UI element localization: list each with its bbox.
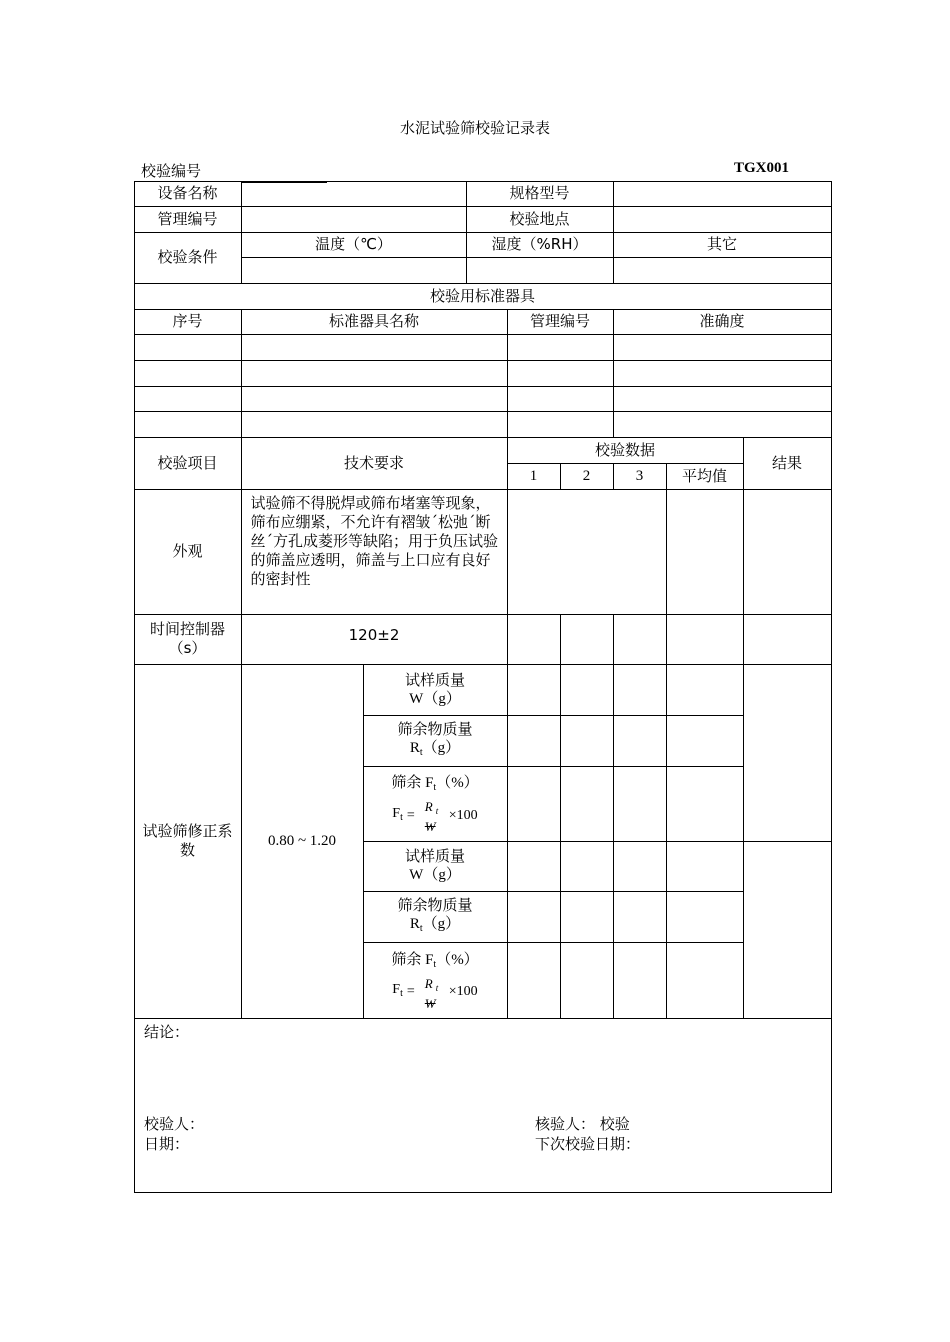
page-title: 水泥试验筛校验记录表 bbox=[399, 119, 550, 137]
standards-cell[interactable] bbox=[613, 360, 832, 387]
other-value[interactable] bbox=[613, 257, 832, 284]
correction-result-2[interactable] bbox=[743, 841, 832, 1019]
standards-col-name: 标准器具名称 bbox=[241, 309, 508, 335]
residue-pct-sub: t bbox=[433, 782, 437, 793]
date-label: 日期： bbox=[144, 1135, 190, 1153]
conclusion-label: 结论： bbox=[144, 1023, 190, 1041]
formula-den: W bbox=[424, 819, 436, 834]
data-cell[interactable] bbox=[613, 715, 667, 767]
data-cell[interactable] bbox=[507, 664, 561, 716]
device-name-label: 设备名称 bbox=[134, 181, 242, 207]
residue-mass-text: 筛余物质量 bbox=[397, 895, 473, 914]
data-cell[interactable] bbox=[507, 766, 561, 842]
data-cell[interactable] bbox=[613, 766, 667, 842]
residue-symbol: R bbox=[409, 739, 420, 756]
data-cell[interactable] bbox=[613, 891, 667, 943]
data-cell[interactable] bbox=[560, 841, 614, 892]
location-value[interactable] bbox=[613, 206, 832, 233]
spec-model-value[interactable] bbox=[613, 181, 832, 207]
data-cell[interactable] bbox=[507, 942, 561, 1019]
formula-eq: = bbox=[406, 807, 415, 823]
residue-unit: （g） bbox=[422, 739, 461, 756]
data-cell[interactable] bbox=[666, 664, 744, 716]
formula-den: W bbox=[424, 995, 436, 1011]
timer-data-2[interactable] bbox=[560, 614, 614, 665]
sample-mass-unit: W（g） bbox=[409, 867, 461, 883]
record-code: TGX001 bbox=[734, 160, 790, 176]
correction-result-1[interactable] bbox=[743, 664, 832, 842]
formula-tail: ×100 bbox=[448, 807, 478, 823]
data-cell[interactable] bbox=[560, 715, 614, 767]
standards-cell[interactable] bbox=[241, 386, 508, 412]
standards-section-title: 校验用标准器具 bbox=[134, 283, 832, 310]
standards-cell[interactable] bbox=[241, 411, 508, 438]
residue-pct-label bbox=[363, 766, 508, 842]
appearance-result[interactable] bbox=[743, 489, 832, 615]
appearance-data[interactable] bbox=[507, 489, 667, 615]
formula-lhs-sub: t bbox=[400, 811, 403, 823]
data-cell[interactable] bbox=[560, 664, 614, 716]
sample-mass-unit: W（g） bbox=[409, 690, 461, 707]
spec-model-label: 规格型号 bbox=[466, 181, 614, 207]
data-col-3: 3 bbox=[613, 463, 667, 490]
device-name-value[interactable] bbox=[241, 181, 467, 207]
standards-cell[interactable] bbox=[134, 360, 242, 387]
data-cell[interactable] bbox=[507, 715, 561, 767]
next-date-label: 下次校验日期： bbox=[535, 1135, 641, 1153]
formula-lhs: F bbox=[392, 805, 401, 821]
residue-mass-text: 筛余物质量 bbox=[397, 719, 473, 738]
timer-data-3[interactable] bbox=[613, 614, 667, 665]
standards-col-no: 序号 bbox=[134, 309, 242, 335]
sample-mass-label bbox=[363, 841, 508, 892]
standards-cell[interactable] bbox=[241, 334, 508, 361]
data-cell[interactable] bbox=[613, 942, 667, 1019]
formula-num-sub: t bbox=[435, 806, 439, 816]
standards-cell[interactable] bbox=[134, 334, 242, 361]
timer-avg[interactable] bbox=[666, 614, 744, 665]
correction-requirement: 0.80 ~ 1.20 bbox=[241, 664, 364, 1019]
humidity-label: 湿度（%RH） bbox=[466, 232, 614, 258]
standards-cell[interactable] bbox=[507, 386, 614, 412]
data-cell[interactable] bbox=[560, 891, 614, 943]
residue-mass-label bbox=[363, 891, 508, 943]
standards-cell[interactable] bbox=[613, 386, 832, 412]
appearance-avg[interactable] bbox=[666, 489, 744, 615]
timer-label: 时间控制器（s） bbox=[134, 614, 242, 665]
other-label: 其它 bbox=[613, 232, 832, 258]
residue-pct-label bbox=[363, 942, 508, 1019]
residue-pct-sub: t bbox=[433, 958, 437, 970]
formula-num: R bbox=[424, 799, 433, 814]
formula-num-sub: t bbox=[435, 982, 439, 993]
residue-sub: t bbox=[419, 922, 423, 934]
standards-col-manage-no: 管理编号 bbox=[507, 309, 614, 335]
sample-mass-text: 试样质量 bbox=[404, 847, 465, 865]
residue-sub: t bbox=[419, 746, 423, 758]
appearance-requirement: 试验筛不得脱焊或筛布堵塞等现象，筛布应绷紧，不允许有褶皱ˊ松弛ˊ断丝ˊ方孔成菱形等缺陷；用于负压试验的筛盖应透明，筛盖与上口应有良好的密封性 bbox=[241, 489, 508, 615]
standards-cell[interactable] bbox=[134, 386, 242, 412]
data-col-avg: 平均值 bbox=[666, 463, 744, 490]
standards-cell[interactable] bbox=[134, 411, 242, 438]
data-cell[interactable] bbox=[613, 841, 667, 892]
timer-result[interactable] bbox=[743, 614, 832, 665]
data-cell[interactable] bbox=[666, 942, 744, 1019]
formula-tail: ×100 bbox=[448, 984, 478, 999]
data-cell[interactable] bbox=[666, 891, 744, 943]
residue-pct-unit: （%） bbox=[436, 775, 479, 791]
data-cell[interactable] bbox=[666, 715, 744, 767]
standards-cell[interactable] bbox=[507, 411, 614, 438]
correction-label: 试验筛修正系数 bbox=[134, 664, 242, 1019]
record-number-label: 校验编号 bbox=[141, 162, 202, 180]
sample-mass-label bbox=[363, 664, 508, 716]
residue-unit: （g） bbox=[422, 915, 461, 932]
standards-cell[interactable] bbox=[241, 360, 508, 387]
formula-eq: = bbox=[406, 984, 415, 999]
conclusion-box[interactable] bbox=[134, 1018, 832, 1193]
items-col-item: 校验项目 bbox=[134, 437, 242, 490]
items-col-requirement: 技术要求 bbox=[241, 437, 508, 490]
residue-formula bbox=[392, 974, 477, 1010]
timer-requirement: 120±2 bbox=[241, 614, 508, 665]
checker-label: 核验人： 校验 bbox=[535, 1115, 630, 1133]
data-col-2: 2 bbox=[560, 463, 614, 490]
standards-col-accuracy: 准确度 bbox=[613, 309, 832, 335]
data-cell[interactable] bbox=[666, 841, 744, 892]
residue-formula bbox=[392, 797, 477, 833]
items-col-data: 校验数据 bbox=[507, 437, 744, 464]
conditions-label: 校验条件 bbox=[134, 232, 242, 284]
manage-no-value[interactable] bbox=[241, 206, 467, 233]
location-label: 校验地点 bbox=[466, 206, 614, 233]
inspector-label: 校验人： bbox=[144, 1115, 205, 1133]
standards-cell[interactable] bbox=[613, 411, 832, 438]
data-col-1: 1 bbox=[507, 463, 561, 490]
data-cell[interactable] bbox=[666, 766, 744, 842]
residue-pct-text: 筛余 F bbox=[391, 775, 434, 791]
residue-symbol: R bbox=[409, 915, 420, 932]
humidity-value[interactable] bbox=[466, 257, 614, 284]
sample-mass-text: 试样质量 bbox=[404, 670, 465, 689]
temperature-label: 温度（℃） bbox=[241, 232, 467, 258]
standards-cell[interactable] bbox=[507, 360, 614, 387]
temperature-value[interactable] bbox=[241, 257, 467, 284]
standards-cell[interactable] bbox=[507, 334, 614, 361]
manage-no-label: 管理编号 bbox=[134, 206, 242, 233]
data-cell[interactable] bbox=[507, 841, 561, 892]
data-cell[interactable] bbox=[613, 664, 667, 716]
timer-data-1[interactable] bbox=[507, 614, 561, 665]
appearance-label: 外观 bbox=[134, 489, 242, 615]
data-cell[interactable] bbox=[507, 891, 561, 943]
standards-cell[interactable] bbox=[613, 334, 832, 361]
residue-pct-text: 筛余 F bbox=[391, 951, 434, 968]
formula-lhs: F bbox=[392, 982, 401, 997]
formula-lhs-sub: t bbox=[400, 988, 403, 999]
formula-num: R bbox=[424, 975, 433, 991]
items-col-result: 结果 bbox=[743, 437, 832, 490]
residue-mass-label bbox=[363, 715, 508, 767]
data-cell[interactable] bbox=[560, 766, 614, 842]
data-cell[interactable] bbox=[560, 942, 614, 1019]
residue-pct-unit: （%） bbox=[436, 951, 479, 968]
